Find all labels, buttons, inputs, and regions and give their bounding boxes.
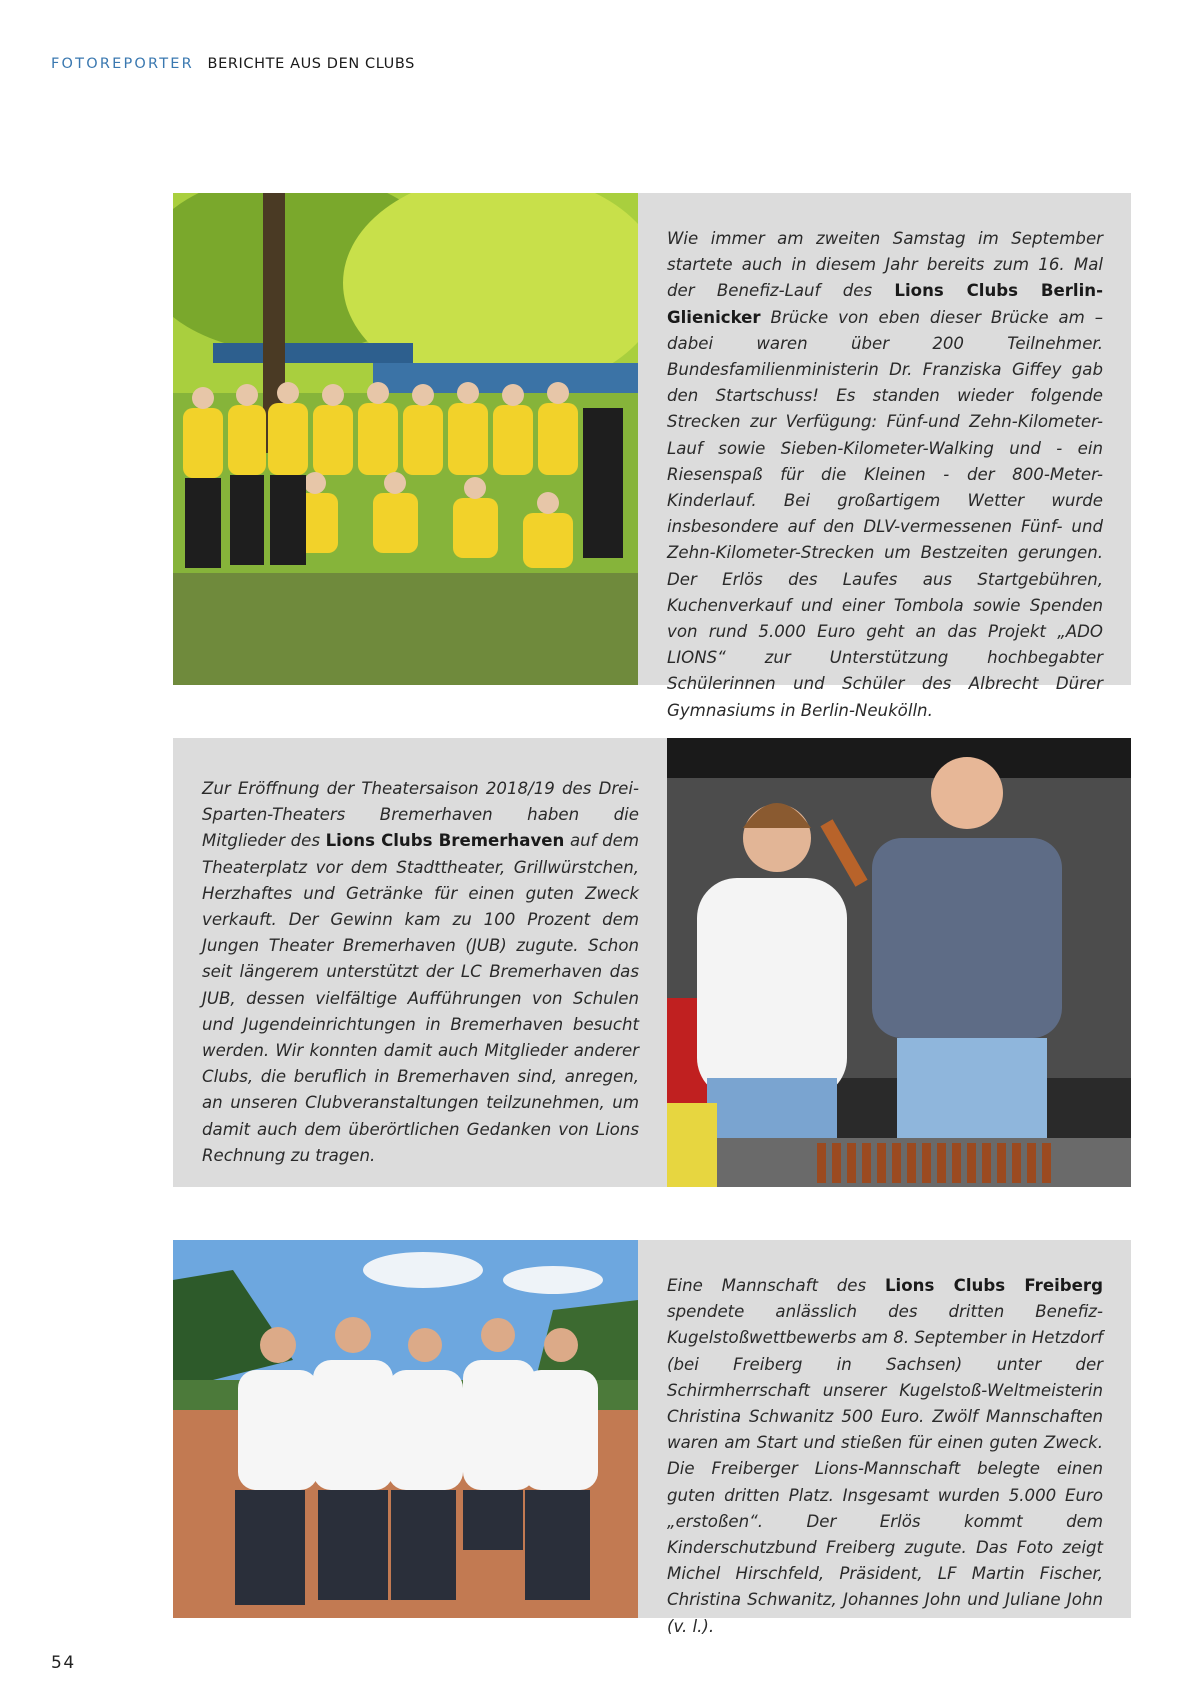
photo-freiberg-team [173, 1240, 638, 1618]
page-number: 54 [51, 1653, 76, 1673]
page-header [51, 56, 415, 72]
photo-lions-group-park [173, 193, 638, 685]
photo-bremerhaven-grill [667, 738, 1131, 1187]
article-textbox-bremerhaven [173, 738, 667, 1187]
club-name: Lions Clubs Freiberg [884, 1276, 1103, 1295]
article-text-bremerhaven: Zur Eröffnung der Theatersaison 2018/19 des Drei-Sparten-Theaters Bremerhaven haben die Mitglieder des Lions Clubs Bremerhaven auf dem Theaterplatz vor dem Stadttheater, Grillwürstchen, Herzhaftes und Getränke für einen guten Zweck verkauft. Der Gewinn kam zu 100 Prozent dem Jungen Theater Bremerhaven (JUB) zugute. Schon seit längerem unterstützt der LC Bremerhaven das JUB, dessen vielfältige Aufführungen von Schulen und Jugendeinrichtungen in Bremerhaven besucht werden. Wir konnten damit auch Mitglieder anderer Clubs, die beruflich in Bremerhaven sind, anregen, an unseren Clubveranstaltungen teilzunehmen, um damit auch dem überörtlichen Gedanken von Lions Rechnung zu tragen. [202, 779, 639, 1165]
section-subtitle: BERICHTE AUS DEN CLUBS [207, 56, 415, 72]
article-text-freiberg: Eine Mannschaft des Lions Clubs Freiberg spendete anlässlich des dritten Benefiz-Kugelstoßwettbewerbs am 8. September in Hetzdorf (bei Freiberg in Sachsen) unter der Schirmherrschaft unserer Kugelstoß-Weltmeisterin Christina Schwanitz 500 Euro. Zwölf Mannschaften waren am Start und stießen für einen guten Zweck. Die Freiberger Lions-Mannschaft belegte einen guten dritten Platz. Insgesamt wurden 5.000 Euro „erstoßen“. Der Erlös kommt dem Kinderschutzbund Freiberg zugute. Das Foto zeigt Michel Hirschfeld, Präsident, LF Martin Fischer, Christina Schwanitz, Johannes John und Juliane John (v. l.). [667, 1276, 1104, 1636]
club-name: Lions Clubs Bremerhaven [325, 831, 565, 851]
section-label: FOTOREPORTER [51, 56, 194, 72]
article-textbox-freiberg [638, 1240, 1131, 1636]
article-textbox-berlin [638, 193, 1131, 720]
club-name: Lions Clubs Berlin-Glienicker [667, 281, 1103, 327]
article-text-berlin: Wie immer am zweiten Samstag im September startete auch in diesem Jahr bereits zum 16. Mal der Benefiz-Lauf des Lions Clubs Berlin-Glienicker Brücke von eben dieser Brücke am – dabei waren über 200 Teilnehmer. Bundesfamilienministerin Dr. Franziska Giffey gab den Startschuss! Es standen wieder folgende Strecken zur Verfügung: Fünf-und Zehn-Kilometer-Lauf sowie Sieben-Kilometer-Walking und - ein Riesenspaß für die Kleinen - der 800-Meter-Kinderlauf. Bei großartigem Wetter wurde insbesondere auf den DLV-vermessenen Fünf- und Zehn-Kilometer-Strecken um Bestzeiten gerungen. Der Erlös des Laufes aus Startgebühren, Kuchenverkauf und einer Tombola sowie Spenden von rund 5.000 Euro geht an das Projekt „ADO LIONS“ zur Unterstützung hochbegabter Schülerinnen und Schüler des Albrecht Dürer Gymnasiums in Berlin-Neukölln. [667, 229, 1103, 720]
